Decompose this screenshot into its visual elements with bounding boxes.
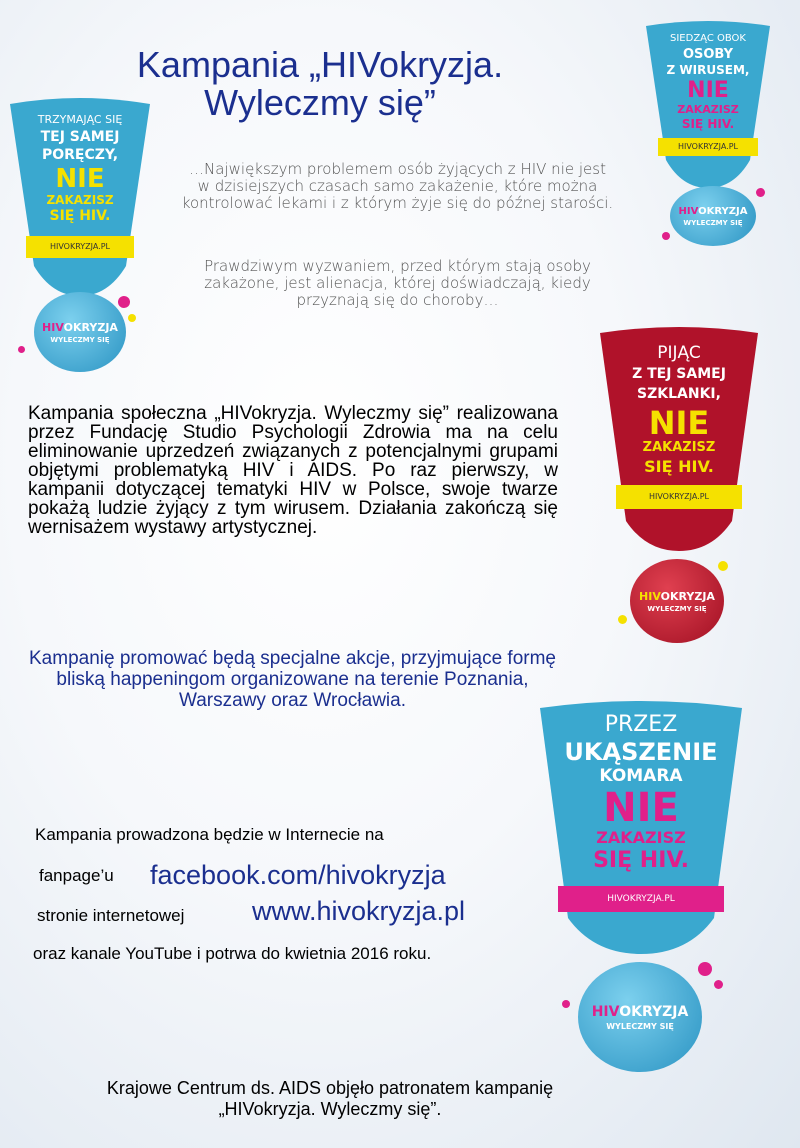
decor-dot <box>756 188 765 197</box>
badge-sitting <box>644 20 772 250</box>
badge-line: ZAKAZISZ <box>596 828 686 847</box>
badge-site: HIVOKRYZJA.PL <box>607 894 675 904</box>
footer-line-1: Krajowe Centrum ds. AIDS objęło patronatem kampanię <box>106 1078 554 1098</box>
hivokryzja-logo: HIVOKRYZJA WYLECZMY SIĘ <box>34 292 126 372</box>
badge-line: ZAKAZISZ <box>642 440 716 455</box>
online-closing: oraz kanale YouTube i potrwa do kwietnia 2016 roku. <box>33 944 432 963</box>
fanpage-label: fanpage’u <box>39 866 114 885</box>
badge-line: KOMARA <box>599 766 683 786</box>
intro-paragraph-1 <box>140 161 655 212</box>
badge-line: SIĘ HIV. <box>681 117 735 131</box>
badge-line: PRZEZ <box>604 712 678 737</box>
decor-dot <box>662 232 670 240</box>
badge-site: HIVOKRYZJA.PL <box>648 492 710 501</box>
title-line-2: Wyleczmy się” <box>204 82 436 123</box>
badge-line: TEJ SAMEJ <box>40 129 120 145</box>
footer-line-2: „HIVokryzja. Wyleczmy się”. <box>218 1099 442 1119</box>
intro-line: …Największym problemem osób żyjących z HIV nie jest <box>189 160 606 178</box>
hivokryzja-logo: HIVOKRYZJA WYLECZMY SIĘ <box>578 962 702 1072</box>
badge-line: SIĘ HIV. <box>593 848 689 873</box>
online-intro: Kampania prowadzona będzie w Internecie na <box>35 825 384 844</box>
patronage-note <box>40 1078 620 1120</box>
hivokryzja-logo: HIVOKRYZJA WYLECZMY SIĘ <box>630 559 724 643</box>
promo-paragraph: Kampanię promować będą specjalne akcje, przyjmujące formę bliską happeningom organizowane na terenie Poznania, Warszawy oraz Wrocławia. <box>29 648 556 711</box>
intro-line: zakażone, jest alienacja, której doświadczają, kiedy <box>204 274 591 292</box>
badge-line: Z WIRUSEM, <box>666 63 750 77</box>
intro-line: przyznają się do choroby… <box>296 291 499 309</box>
badge-site: HIVOKRYZJA.PL <box>677 142 739 151</box>
title-line-1: Kampania „HIVokryzja. <box>136 44 504 85</box>
badge-site: HIVOKRYZJA.PL <box>49 242 111 251</box>
website-label: stronie internetowej <box>37 906 185 925</box>
campaign-description: Kampania społeczna „HIVokryzja. Wyleczmy się” realizowana przez Fundację Studio Psychologii Zdrowia ma na celu eliminowanie uprzedzeń związanych z potencjalnymi grupami objętymi problematyką HIV i AIDS. Po raz pierwszy, w kampanii dotyczącej tematyki HIV w Polsce, swoje twarze pokażą ludzie żyjący z tym wirusem. Działania zakończą się wernisażem wystawy artystycznej. <box>28 403 558 538</box>
decor-dot <box>18 346 25 353</box>
badge-glass <box>598 325 760 645</box>
decor-dot <box>698 962 712 976</box>
decor-dot <box>118 296 130 308</box>
decor-dot <box>562 1000 570 1008</box>
badge-line: PORĘCZY, <box>41 147 119 163</box>
badge-line: SIĘ HIV. <box>49 208 111 224</box>
badge-line: SIĘ HIV. <box>644 457 714 476</box>
badge-nie: NIE <box>648 404 710 442</box>
badge-line: PIJĄC <box>657 343 701 363</box>
badge-nie: NIE <box>55 164 105 194</box>
badge-line: OSOBY <box>682 47 734 62</box>
decor-dot <box>618 615 627 624</box>
website-link[interactable]: www.hivokryzja.pl <box>252 896 466 926</box>
badge-mosquito <box>538 700 744 1080</box>
badge-handrail <box>8 96 152 372</box>
hivokryzja-logo: HIVOKRYZJA WYLECZMY SIĘ <box>670 186 756 246</box>
badge-line: SZKLANKI, <box>637 386 721 402</box>
facebook-link[interactable]: facebook.com/hivokryzja <box>150 860 446 890</box>
intro-line: kontrolować lekami i z którym żyje się do późnej starości. <box>181 194 614 212</box>
badge-line: SIEDZĄC OBOK <box>670 33 746 44</box>
badge-line: Z TEJ SAMEJ <box>632 366 726 382</box>
decor-dot <box>128 314 136 322</box>
intro-paragraph-2 <box>140 258 655 309</box>
badge-line: ZAKAZISZ <box>46 193 114 207</box>
badge-line: TRZYMAJĄC SIĘ <box>37 113 123 126</box>
badge-nie: NIE <box>603 785 679 831</box>
decor-dot <box>718 561 728 571</box>
badge-line: UKĄSZENIE <box>564 738 718 766</box>
intro-line: w dzisiejszych czasach samo zakażenie, które można <box>197 177 598 195</box>
intro-line: Prawdziwym wyzwaniem, przed którym stają osoby <box>204 257 591 275</box>
decor-dot <box>714 980 723 989</box>
badge-nie: NIE <box>687 78 729 103</box>
badge-line: ZAKAZISZ <box>677 103 739 116</box>
